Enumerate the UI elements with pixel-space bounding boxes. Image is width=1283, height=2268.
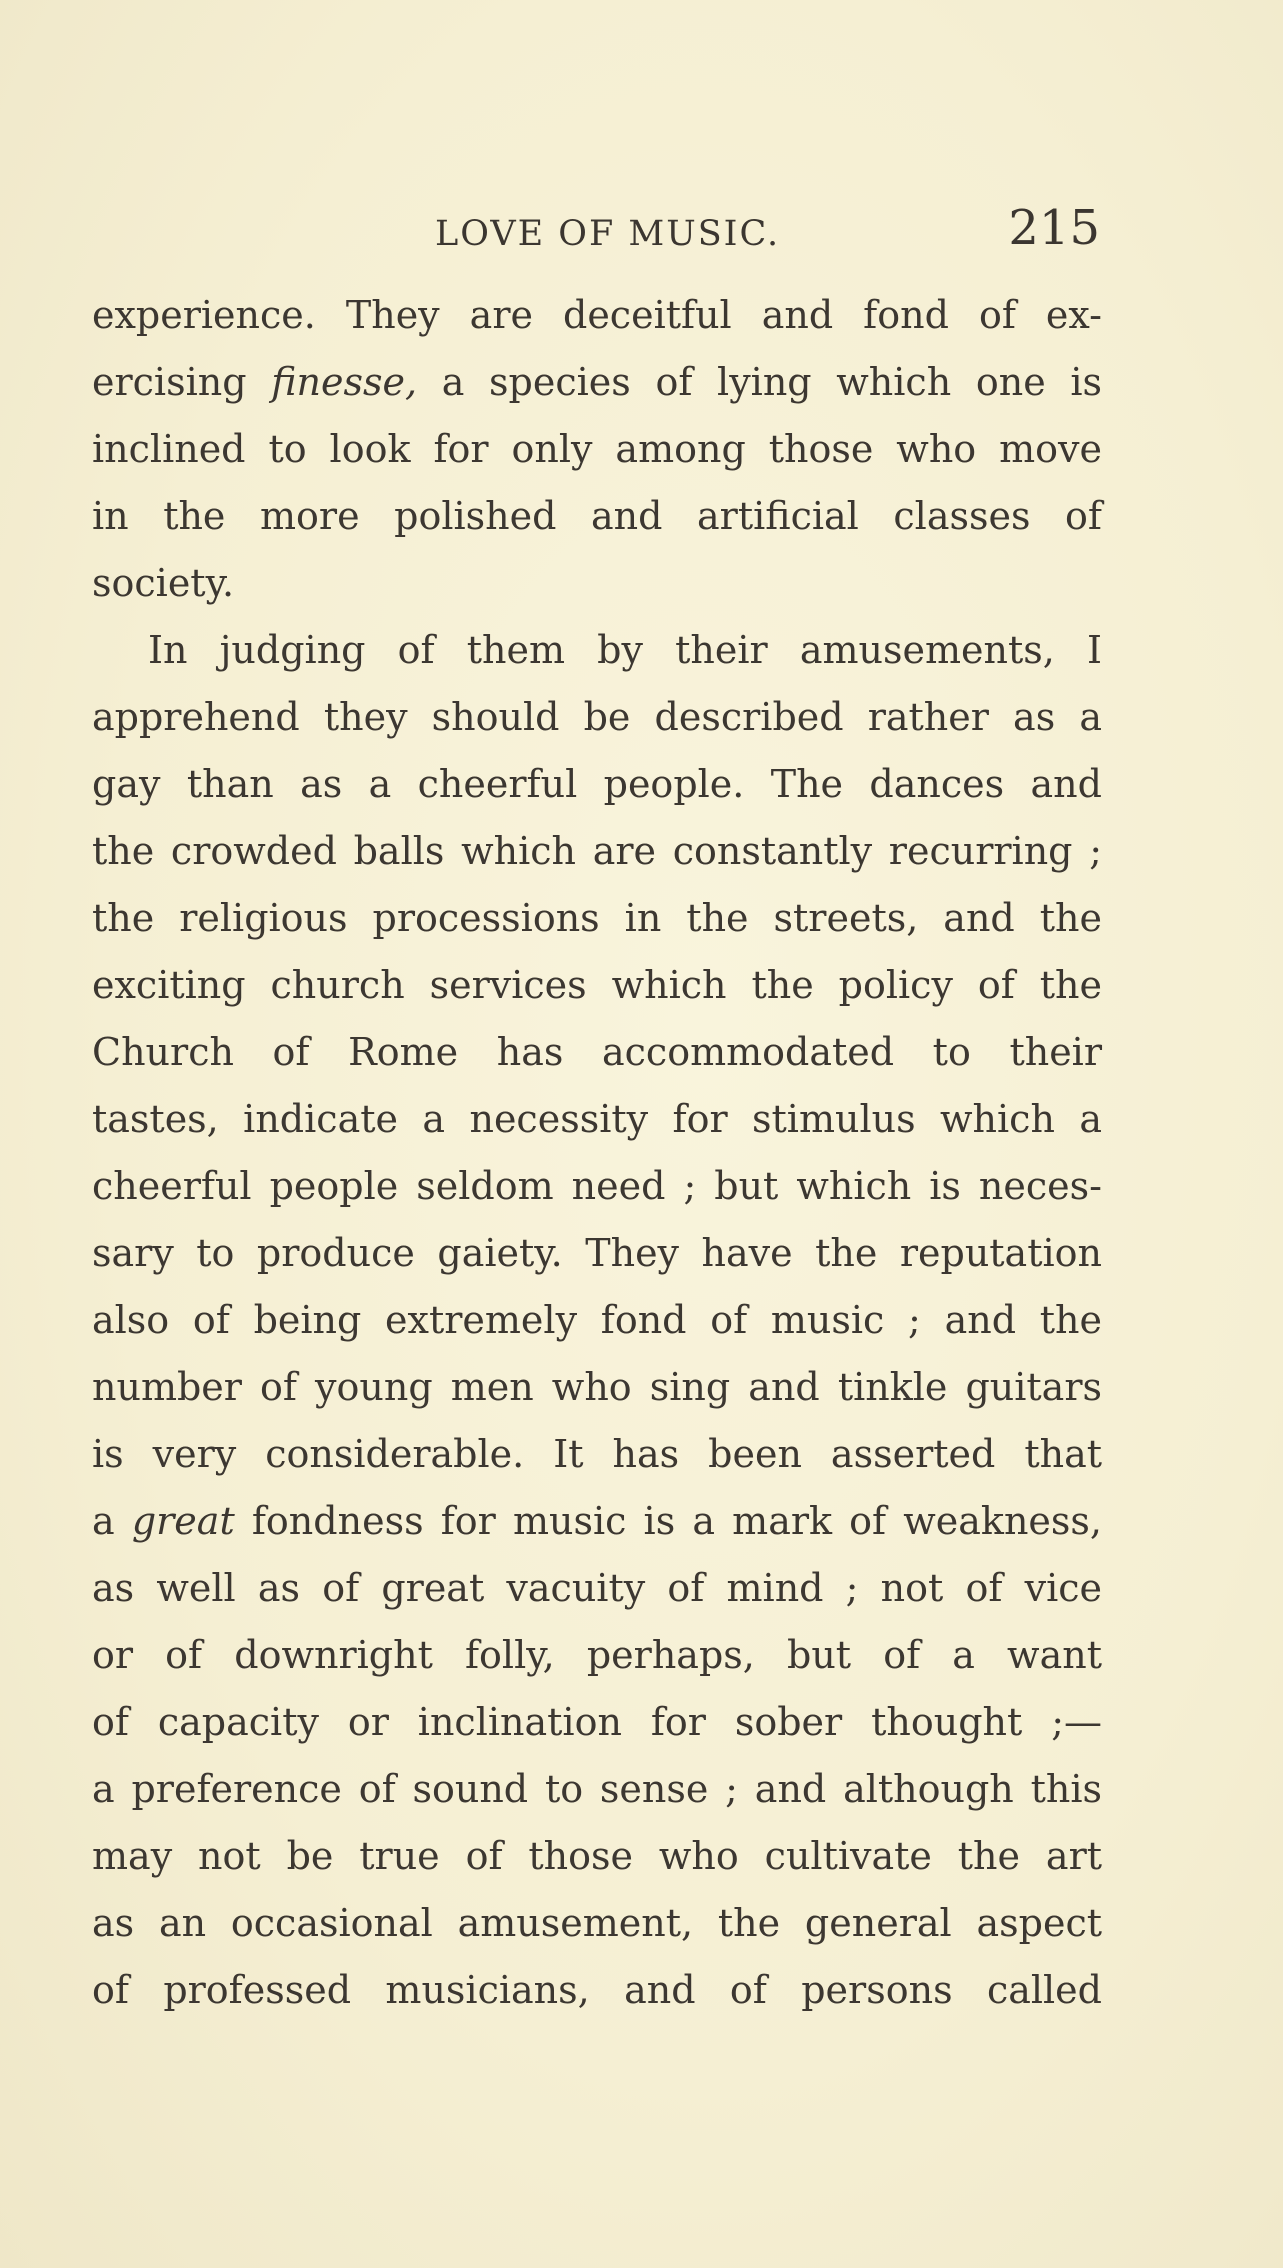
text-line: also of being extremely fond of music ; and the [92, 1298, 1102, 1342]
text-line: is very considerable. It has been asserted that [92, 1432, 1102, 1476]
text-line: may not be true of those who cultivate the art [92, 1834, 1102, 1878]
body-text [92, 282, 1102, 2024]
text-line: sary to produce gaiety. They have the reputation [92, 1231, 1102, 1275]
page-number: 215 [1008, 200, 1100, 256]
text-line: in the more polished and artificial classes of [92, 494, 1102, 538]
text-line: of capacity or inclination for sober thought ;— [92, 1700, 1102, 1744]
text-line: tastes, indicate a necessity for stimulus which a [92, 1097, 1102, 1141]
text-line: number of young men who sing and tinkle guitars [92, 1365, 1102, 1409]
text-line: gay than as a cheerful people. The dances and [92, 762, 1102, 806]
text-line: as well as of great vacuity of mind ; not of vice [92, 1566, 1102, 1610]
text-line: society. [92, 561, 235, 605]
text-line: apprehend they should be described rather as a [92, 695, 1102, 739]
running-title: LOVE OF MUSIC. [435, 214, 781, 254]
text-line: a preference of sound to sense ; and although this [92, 1767, 1102, 1811]
text-line: experience. They are deceitful and fond of ex- [92, 293, 1102, 337]
text-line: a great fondness for music is a mark of weakness, [92, 1499, 1103, 1543]
text-line: or of downright folly, perhaps, but of a want [92, 1633, 1102, 1677]
italic-word: finesse, [271, 360, 418, 404]
italic-word: great [131, 1499, 235, 1543]
text-line: the crowded balls which are constantly recurring ; [92, 829, 1102, 873]
running-header [90, 200, 1100, 270]
text-line: Church of Rome has accommodated to their [92, 1030, 1102, 1074]
text-line: inclined to look for only among those who move [92, 427, 1102, 471]
text-line: cheerful people seldom need ; but which is neces- [92, 1164, 1102, 1208]
text-line: of professed musicians, and of persons called [92, 1968, 1102, 2012]
text-line: as an occasional amusement, the general aspect [92, 1901, 1102, 1945]
text-line: ercising finesse, a species of lying which one is [92, 360, 1102, 404]
text-line: In judging of them by their amusements, I [148, 628, 1102, 672]
text-line: the religious processions in the streets, and the [92, 896, 1102, 940]
text-line: exciting church services which the policy of the [92, 963, 1102, 1007]
